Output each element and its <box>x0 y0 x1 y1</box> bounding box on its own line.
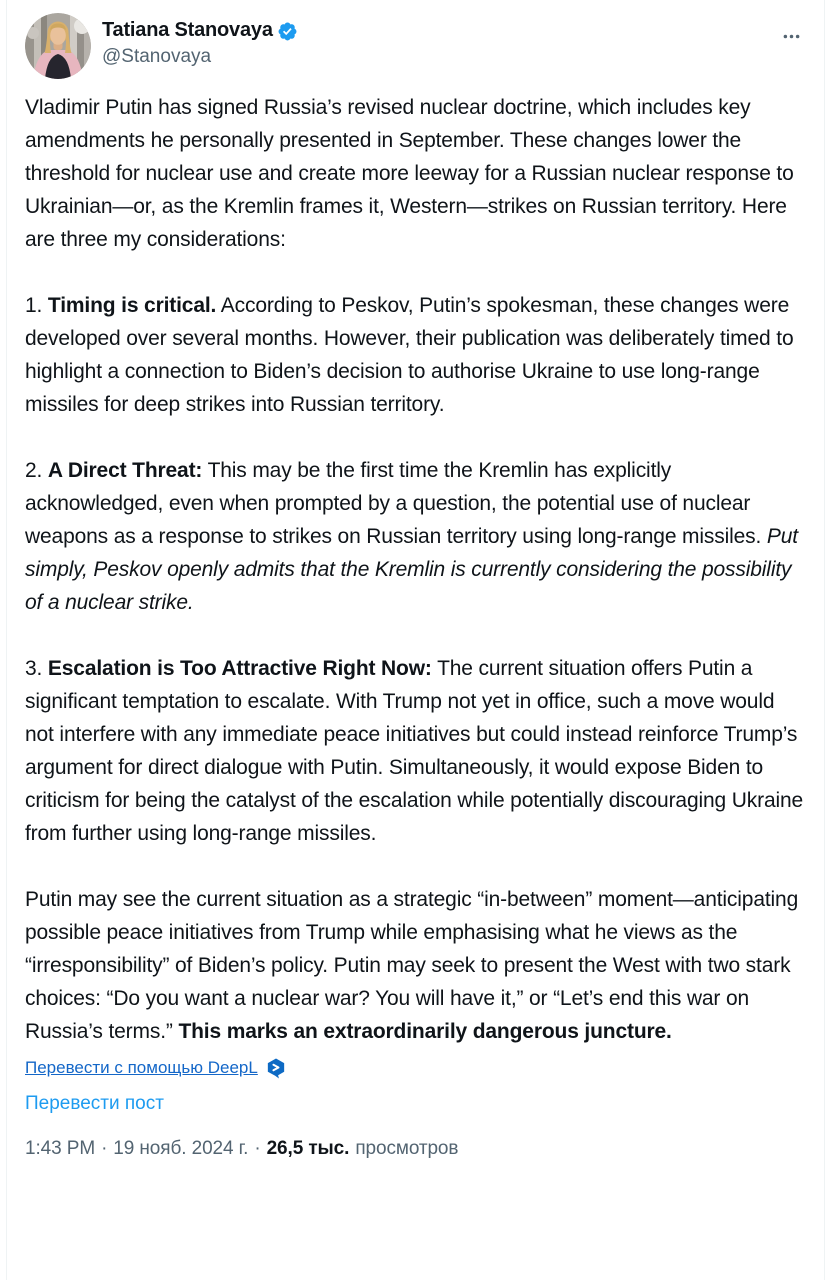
tweet-paragraph-2 <box>25 289 806 421</box>
tweet-body <box>25 91 806 1048</box>
more-horizontal-icon <box>781 26 802 47</box>
more-button[interactable] <box>777 22 806 51</box>
dot-separator: · <box>254 1138 261 1159</box>
verified-badge-icon[interactable] <box>277 21 298 42</box>
text-segment: Vladimir Putin has signed Russia’s revised nuclear doctrine, which includes key amendments he personally presented in September. These changes lower the threshold for nuclear use and create more leeway for a Russian nuclear response to Ukrainian—or, as the Kremlin frames it, Western—strikes on Russian territory. Here are three my considerations: <box>25 96 794 251</box>
text-segment-bold: Escalation is Too Attractive Right Now: <box>47 657 432 680</box>
text-segment-bold: A Direct Threat: <box>47 459 203 482</box>
author-handle[interactable]: @Stanovaya <box>102 46 212 67</box>
views-label: просмотров <box>355 1138 459 1159</box>
deepl-translate-row <box>25 1057 806 1079</box>
dot-separator: · <box>101 1138 108 1159</box>
post-time: 1:43 PM <box>25 1138 96 1159</box>
text-segment: Putin may see the current situation as a strategic “in-between” moment—anticipating possible peace initiatives from Trump while emphasising what he views as the “irresponsibility” of Biden’s policy. Putin may seek to present the West with two stark choices: “Do you want a nuclear war? You will have it,” or “Let’s end this war on Russia’s terms.” <box>25 888 799 1043</box>
text-segment: This may be the first time the Kremlin has explicitly acknowledged, even when prompted by a question, the potential use of nuclear weapons as a response to strikes on Russian territory using long-range missiles. <box>25 459 767 548</box>
avatar[interactable] <box>25 13 91 79</box>
text-segment-italic: Put simply, Peskov openly admits that the Kremlin is currently considering the possibility of a nuclear strike. <box>25 525 798 614</box>
deepl-logo-icon[interactable] <box>265 1057 287 1079</box>
deepl-translate-link[interactable]: Перевести с помощью DeepL <box>25 1058 258 1077</box>
tweet-paragraph-5 <box>25 883 806 1048</box>
text-segment: 3. <box>25 657 48 680</box>
text-segment-bold: Timing is critical. <box>47 294 217 317</box>
author-name-row[interactable] <box>102 19 298 42</box>
tweet-paragraph-3 <box>25 454 806 619</box>
text-segment-bold: This marks an extraordinarily dangerous juncture. <box>178 1020 672 1043</box>
tweet-paragraph-4 <box>25 652 806 850</box>
text-segment: 1. <box>25 294 48 317</box>
text-segment: The current situation offers Putin a significant temptation to escalate. With Trump not yet in office, such a move would not interfere with any immediate peace initiatives but could instead reinforce Trump’s argument for direct dialogue with Putin. Simultaneously, it would expose Biden to criticism for being the catalyst of the escalation while potentially discouraging Ukraine from further using long-range missiles. <box>25 657 804 845</box>
text-segment: 2. <box>25 459 48 482</box>
post-date: 19 нояб. 2024 г. <box>113 1138 249 1159</box>
tweet-header <box>25 13 806 79</box>
profile-photo-avatar <box>25 13 91 79</box>
tweet-paragraph-1 <box>25 91 806 256</box>
views-count: 26,5 тыс. <box>266 1138 350 1159</box>
author-name[interactable]: Tatiana Stanovaya <box>102 19 273 41</box>
tweet-column <box>6 0 825 1280</box>
text-segment: According to Peskov, Putin’s spokesman, these changes were developed over several months. However, their publication was deliberately timed to highlight a connection to Biden’s decision to authorise Ukraine to use long-range missiles for deep strikes into Russian territory. <box>25 294 794 416</box>
author-identity <box>102 13 298 68</box>
timestamp-row <box>25 1138 806 1160</box>
translate-post-link[interactable]: Перевести пост <box>25 1093 164 1114</box>
